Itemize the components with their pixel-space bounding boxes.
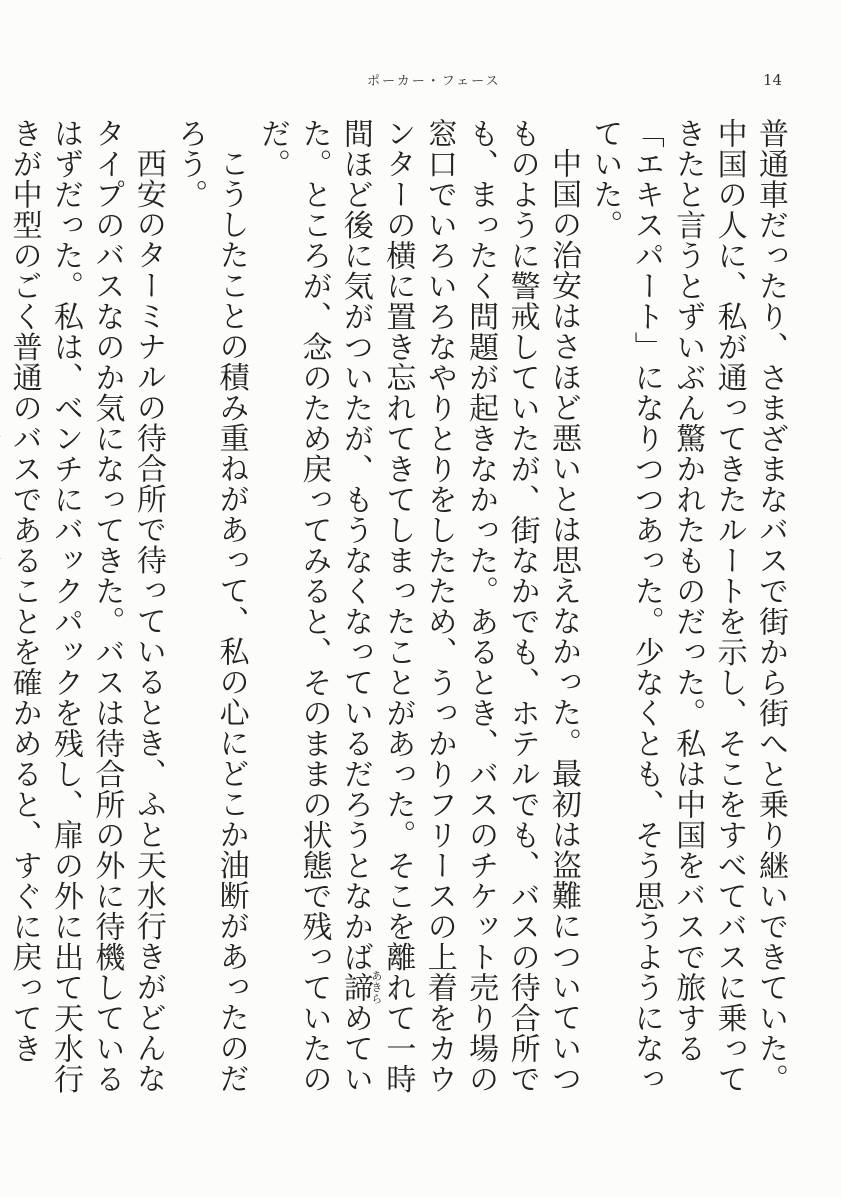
paragraph-text: めていた。ところが、念のため戻ってみると、そのままの状態で残っていたのだ。 [255,118,373,1094]
paragraph: こうしたことの積み重ねがあって、私の心にどこか油断があったのだろう。 [172,118,249,1094]
paragraph-text: 中国の治安はさほど悪いとは思えなかった。最初は盗難についていつものように警戒していたが、街なかでも、ホテルでも、バスの待合所でも、まったく問題が起きなかった。あるとき、バスのチケット売り場の窓口でいろいろなやりとりをしたため、うっかりフリースの上着をカウンターの横に置き忘れてきてしまったことがあった。そこを離れて一時間ほど後に気がついたが、もうなくなっているだろうとなかば [337,118,581,1094]
paragraph: 西安のターミナルの待合所で待っているとき、ふと天水行きがどんなタイプのバスなのか気になってきた。バスは待合所の外に待機しているはずだった。私は、ベンチにバックパックを残し、扉の外に出て天水行きが中型のごく普通のバスであることを確かめると、すぐに戻ってき [6,118,166,1094]
paragraph [252,118,584,1118]
ruby-reading: あきら [369,970,383,1005]
ruby-base: 諦 [337,970,373,1005]
paragraph: 普通車だったり、さまざまなバスで街から街へと乗り継いできていた。中国の人に、私が通ってきたルートを示し、そこをすべてバスに乗ってきたと言うとずいぶん驚かれたものだった。私は中国をバスで旅する「エキスパート」になりつつあった。少なくとも、そう思うようになっていた。 [587,118,788,1094]
running-head-title: ポーカー・フェース [367,74,501,89]
body-text [6,118,791,1118]
ruby-word [337,970,383,1005]
page-number: 14 [763,71,783,89]
